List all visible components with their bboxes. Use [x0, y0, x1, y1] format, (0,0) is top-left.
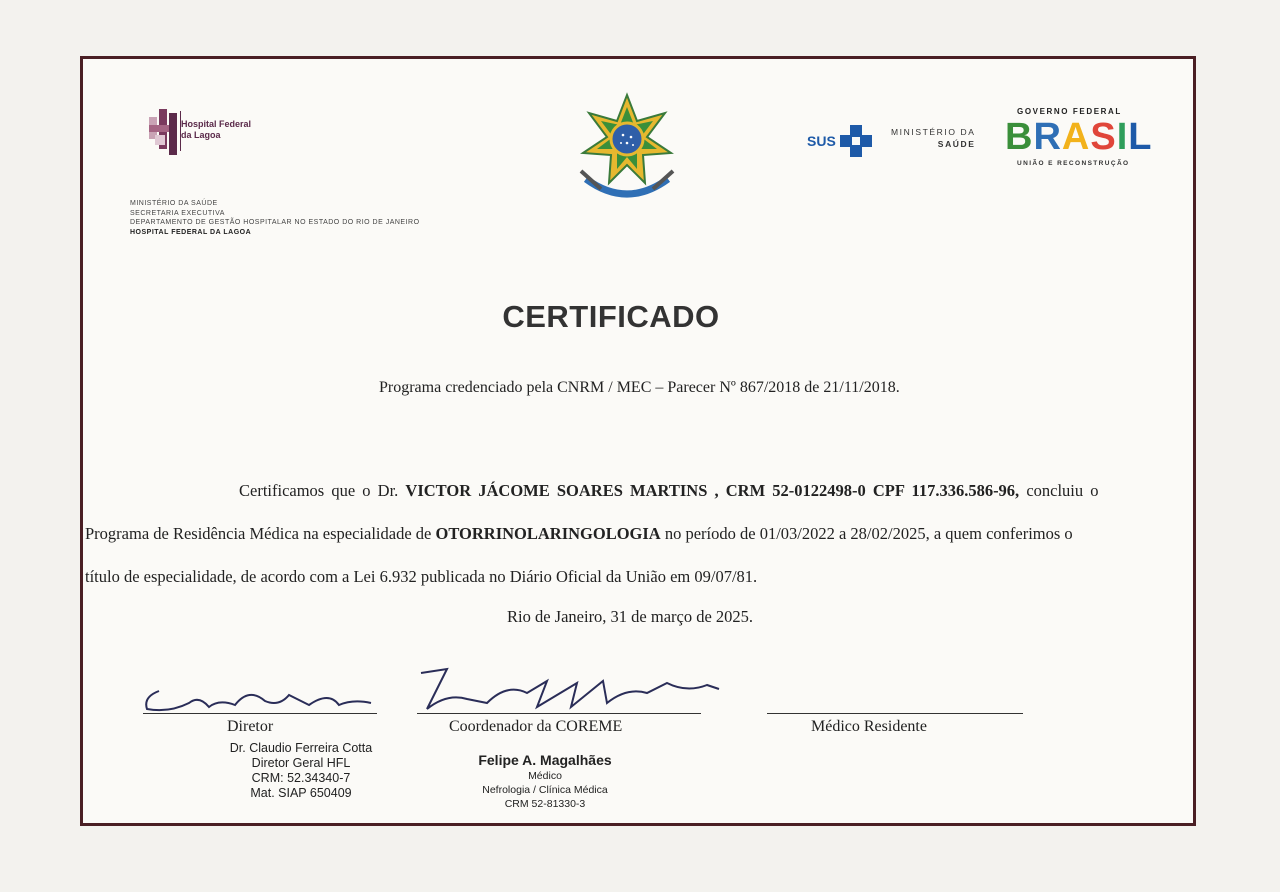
- coreme-details: [445, 751, 645, 811]
- coreme-role: Médico: [528, 770, 562, 782]
- ministerio-line1: MINISTÉRIO DA: [891, 127, 976, 137]
- body-text: Certificamos que o Dr.: [239, 481, 399, 500]
- coreme-crm: CRM 52-81330-3: [504, 798, 586, 810]
- coreme-name: Felipe A. Magalhães: [478, 752, 612, 768]
- ministry-line: MINISTÉRIO DA SAÚDE: [130, 200, 218, 207]
- body-line-1: [239, 481, 1099, 501]
- coreme-signature-icon: [407, 663, 727, 719]
- brasil-letter: S: [1090, 116, 1117, 158]
- ministerio-line2: SAÚDE: [937, 139, 976, 149]
- sus-label: SUS: [807, 133, 836, 149]
- resident-label: Médico Residente: [811, 718, 927, 735]
- brasil-letter: B: [1005, 116, 1034, 158]
- gov-brasil-logo: [1005, 117, 1153, 157]
- body-text: concluiu o: [1026, 481, 1099, 500]
- gov-bottom: UNIÃO E RECONSTRUÇÃO: [1017, 160, 1130, 167]
- coreme-label: Coordenador da COREME: [449, 718, 623, 735]
- brasil-letter: R: [1033, 116, 1062, 158]
- ministry-line: HOSPITAL FEDERAL DA LAGOA: [130, 228, 252, 236]
- certificate-title: CERTIFICADO: [502, 299, 720, 334]
- brasil-letter: A: [1061, 116, 1091, 158]
- body-text: Programa de Residência Médica na especialidade de: [85, 524, 432, 543]
- ministry-line: DEPARTAMENTO DE GESTÃO HOSPITALAR NO ESTADO DO RIO DE JANEIRO: [130, 219, 420, 226]
- certificate-frame: [80, 56, 1196, 826]
- sus-logo: [807, 121, 874, 161]
- director-label: Diretor: [227, 718, 274, 735]
- director-signature-line: [143, 713, 377, 714]
- director-mat: Mat. SIAP 650409: [250, 786, 352, 800]
- coreme-signature-line: [417, 713, 701, 714]
- director-crm: CRM: 52.34340-7: [251, 771, 351, 785]
- hospital-name: [181, 119, 251, 141]
- gov-top: GOVERNO FEDERAL: [1017, 107, 1122, 116]
- sus-cross-icon: [838, 123, 874, 159]
- ministry-line: SECRETARIA EXECUTIVA: [130, 209, 225, 217]
- issue-date: Rio de Janeiro, 31 de março de 2025.: [507, 607, 754, 626]
- resident-signature-line: [767, 713, 1023, 714]
- hospital-name-line1: Hospital Federal: [181, 119, 252, 129]
- coat-of-arms-icon: [571, 91, 683, 207]
- brasil-letter: I: [1116, 116, 1129, 158]
- director-role: Diretor Geral HFL: [251, 756, 351, 770]
- director-name: Dr. Claudio Ferreira Cotta: [229, 741, 373, 755]
- coreme-spec: Nefrologia / Clínica Médica: [482, 784, 608, 796]
- director-details: [213, 741, 389, 801]
- director-signature-icon: [139, 677, 379, 717]
- ministerio-saude: [891, 126, 976, 150]
- body-line-2: [85, 524, 1073, 544]
- ministry-lines: [130, 199, 420, 237]
- body-line-3: título de especialidade, de acordo com a Lei 6.932 publicada no Diário Oficial da União em 09/07/81.: [85, 567, 758, 586]
- body-text: no período de 01/03/2022 a 28/02/2025, a quem conferimos o: [664, 524, 1073, 543]
- program-accreditation: Programa credenciado pela CNRM / MEC – Parecer Nº 867/2018 de 21/11/2018.: [379, 379, 900, 396]
- brasil-letter: L: [1128, 116, 1153, 158]
- specialty: OTORRINOLARINGOLOGIA: [435, 524, 661, 543]
- resident-name: VICTOR JÁCOME SOARES MARTINS , CRM 52-0122498-0 CPF 117.336.586-96,: [405, 481, 1020, 500]
- hospital-name-line2: da Lagoa: [181, 130, 221, 140]
